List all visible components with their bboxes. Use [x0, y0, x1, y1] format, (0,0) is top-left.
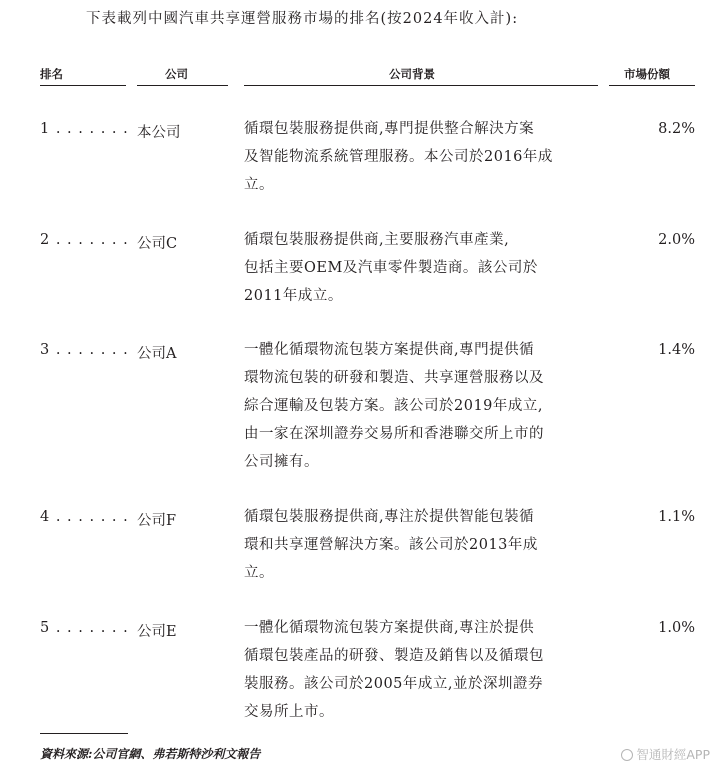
- row-background: [244, 336, 598, 476]
- row-background-line: 及智能物流系統管理服務。本公司於2016年成: [244, 149, 553, 165]
- header-rule-background: [244, 85, 598, 86]
- watermark: [621, 745, 710, 763]
- row-background: [244, 503, 598, 587]
- row-company: 公司E: [137, 624, 177, 640]
- row-background-line: 環物流包裝的研發和製造、共享運營服務以及: [244, 370, 544, 386]
- header-rule-share: [609, 85, 695, 86]
- row-background-line: 包括主要OEM及汽車零件製造商。該公司於: [244, 260, 538, 276]
- row-rank: 1 . . . . . . .: [40, 121, 129, 137]
- header-company: 公司: [165, 67, 188, 81]
- row-background-line: 循環包裝服務提供商,專門提供整合解決方案: [244, 121, 535, 137]
- row-background-line: 立。: [244, 177, 274, 193]
- header-background: 公司背景: [389, 67, 435, 81]
- row-background-line: 立。: [244, 565, 274, 581]
- row-background-line: 交易所上市。: [244, 704, 334, 720]
- row-background-line: 循環包裝服務提供商,主要服務汽車產業,: [244, 232, 510, 248]
- row-market-share: 2.0%: [658, 232, 695, 248]
- row-rank: 3 . . . . . . .: [40, 342, 129, 358]
- row-background-line: 2011年成立。: [244, 288, 343, 304]
- row-background-line: 裝服務。該公司於2005年成立,並於深圳證券: [244, 676, 544, 692]
- row-background-line: 綜合運輸及包裝方案。該公司於2019年成立,: [244, 398, 544, 414]
- header-rank: 排名: [40, 67, 63, 81]
- header-market-share: 市場份額: [624, 67, 670, 81]
- row-background-line: 一體化循環物流包裝方案提供商,專注於提供: [244, 620, 535, 636]
- row-market-share: 1.1%: [658, 509, 695, 525]
- row-company: 公司C: [137, 236, 178, 252]
- row-market-share: 8.2%: [658, 121, 695, 137]
- row-company: 本公司: [137, 125, 181, 141]
- row-background-line: 一體化循環物流包裝方案提供商,專門提供循: [244, 342, 535, 358]
- row-background-line: 公司擁有。: [244, 454, 319, 470]
- row-background: [244, 614, 598, 726]
- row-market-share: 1.4%: [658, 342, 695, 358]
- source-note: 資料來源:公司官網、弗若斯特沙利文報告: [40, 747, 261, 761]
- row-market-share: 1.0%: [658, 620, 695, 636]
- row-rank: 2 . . . . . . .: [40, 232, 129, 248]
- row-rank: 5 . . . . . . .: [40, 620, 129, 636]
- row-background-line: 由一家在深圳證券交易所和香港聯交所上市的: [244, 426, 544, 442]
- row-background: [244, 115, 598, 199]
- row-background-line: 循環包裝服務提供商,專注於提供智能包裝循: [244, 509, 535, 525]
- row-background-line: 環和共享運營解決方案。該公司於2013年成: [244, 537, 538, 553]
- row-background-line: 循環包裝產品的研發、製造及銷售以及循環包: [244, 648, 544, 664]
- row-rank: 4 . . . . . . .: [40, 509, 129, 525]
- row-company: 公司F: [137, 513, 177, 529]
- watermark-logo-icon: [621, 749, 633, 761]
- table-intro: 下表載列中國汽車共享運營服務市場的排名(按2024年收入計):: [86, 11, 519, 27]
- watermark-text: 智通財經APP: [636, 747, 710, 762]
- row-background: [244, 226, 598, 310]
- header-rule-company: [137, 85, 228, 86]
- source-rule: [40, 733, 128, 734]
- header-rule-rank: [40, 85, 126, 86]
- row-company: 公司A: [137, 346, 177, 362]
